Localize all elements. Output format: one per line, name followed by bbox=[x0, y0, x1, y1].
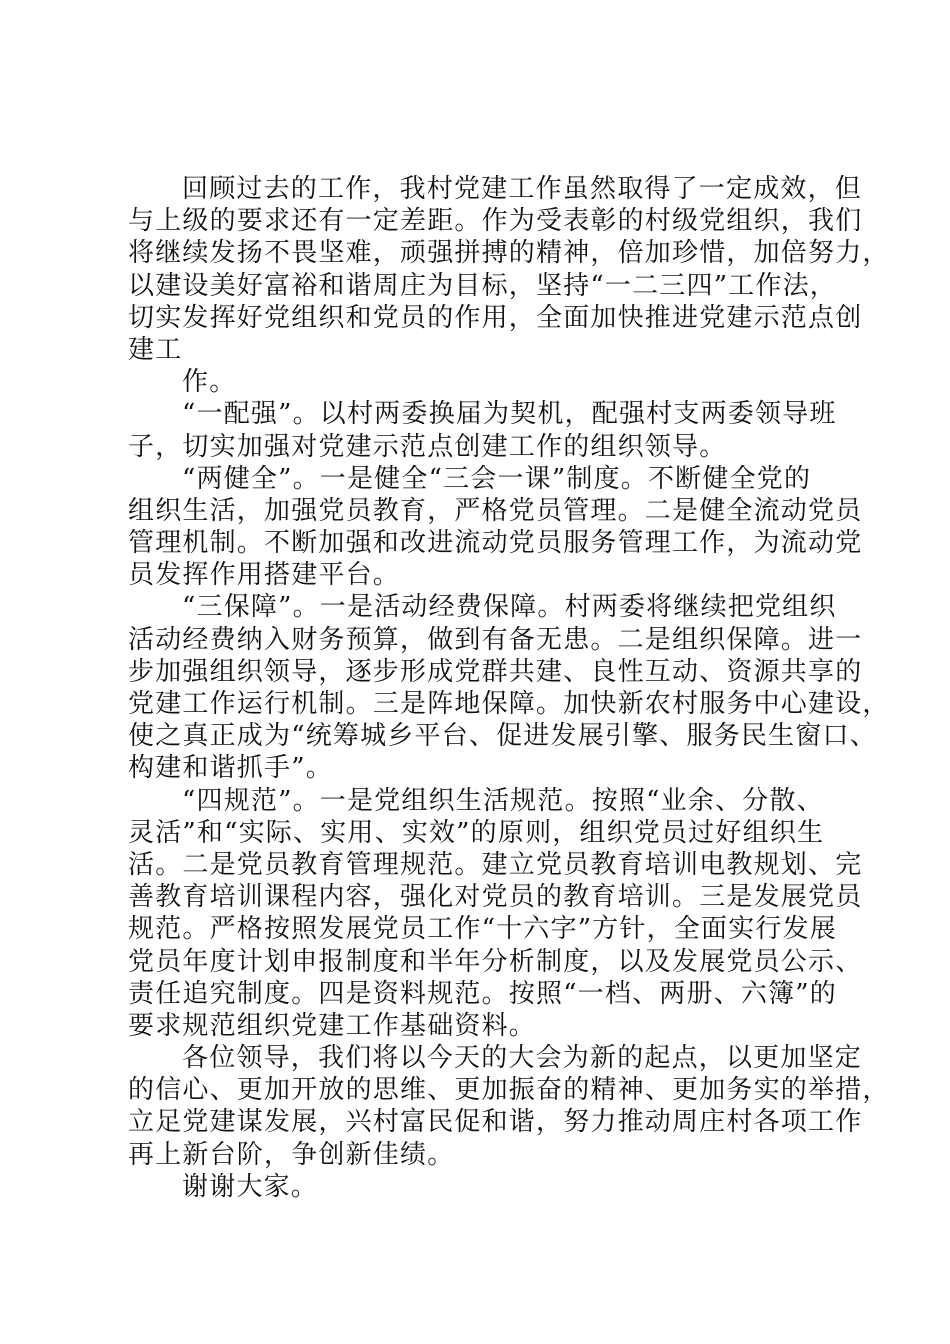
text-line: “三保障”。一是活动经费保障。村两委将继续把党组织 bbox=[182, 592, 837, 623]
text-line: 子，切实加强对党建示范点创建工作的组织领导。 bbox=[128, 431, 727, 462]
text-line: “两健全”。一是健全“三会一课”制度。不断健全党的 bbox=[182, 463, 812, 494]
text-line: 与上级的要求还有一定差距。作为受表彰的村级党组织，我们 bbox=[128, 206, 863, 237]
text-line: 以建设美好富裕和谐周庄为目标，坚持“一二三四”工作法， bbox=[128, 270, 837, 301]
text-line: 党员年度计划申报制度和半年分析制度，以及发展党员公示、 bbox=[128, 946, 863, 977]
text-line: 善教育培训课程内容，强化对党员的教育培训。三是发展党员 bbox=[128, 882, 863, 913]
text-line: 规范。严格按照发展党员工作“十六字”方针，全面实行发展 bbox=[128, 914, 837, 945]
text-line: 活动经费纳入财务预算，做到有备无患。二是组织保障。进一 bbox=[128, 624, 863, 655]
text-line: 各位领导，我们将以今天的大会为新的起点，以更加坚定 bbox=[182, 1043, 863, 1074]
text-line: 作。 bbox=[182, 367, 237, 398]
text-line: 灵活”和“实际、实用、实效”的原则，组织党员过好组织生 bbox=[128, 817, 825, 848]
text-line: “一配强”。以村两委换届为契机，配强村支两委领导班 bbox=[182, 399, 837, 430]
text-line: 要求规范组织党建工作基础资料。 bbox=[128, 1010, 537, 1041]
text-line: 责任追究制度。四是资料规范。按照“一档、两册、六簿”的 bbox=[128, 978, 837, 1009]
text-line: 建工 bbox=[128, 334, 183, 365]
text-line: 党建工作运行机制。三是阵地保障。加快新农村服务中心建设， bbox=[128, 689, 890, 719]
text-line: 的信心、更加开放的思维、更加振奋的精神、更加务实的举措， bbox=[128, 1075, 890, 1106]
text-line: 立足党建谋发展，兴村富民促和谐，努力推动周庄村各项工作 bbox=[128, 1107, 863, 1138]
text-line: 活。二是党员教育管理规范。建立党员教育培训电教规划、完 bbox=[128, 849, 863, 880]
text-line: 回顾过去的工作，我村党建工作虽然取得了一定成效，但 bbox=[182, 174, 863, 204]
text-line: 构建和谐抓手”。 bbox=[128, 753, 333, 784]
text-line: 步加强组织领导，逐步形成党群共建、良性互动、资源共享的 bbox=[128, 656, 863, 687]
text-line: “四规范”。一是党组织生活规范。按照“业余、分散、 bbox=[182, 785, 824, 816]
text-line: 谢谢大家。 bbox=[182, 1171, 319, 1202]
text-line: 使之真正成为“统筹城乡平台、促进发展引擎、服务民生窗口、 bbox=[128, 721, 877, 752]
text-line: 员发挥作用搭建平台。 bbox=[128, 560, 401, 591]
text-line: 组织生活，加强党员教育，严格党员管理。二是健全流动党员 bbox=[128, 495, 863, 526]
text-line: 将继续发扬不畏坚难，顽强拼搏的精神，倍加珍惜，加倍努力， bbox=[128, 238, 890, 269]
text-line: 管理机制。不断加强和改进流动党员服务管理工作，为流动党 bbox=[128, 528, 863, 559]
text-line: 再上新台阶，争创新佳绩。 bbox=[128, 1139, 455, 1170]
document-body bbox=[128, 173, 890, 1203]
text-line: 切实发挥好党组织和党员的作用，全面加快推进党建示范点创 bbox=[128, 302, 863, 333]
